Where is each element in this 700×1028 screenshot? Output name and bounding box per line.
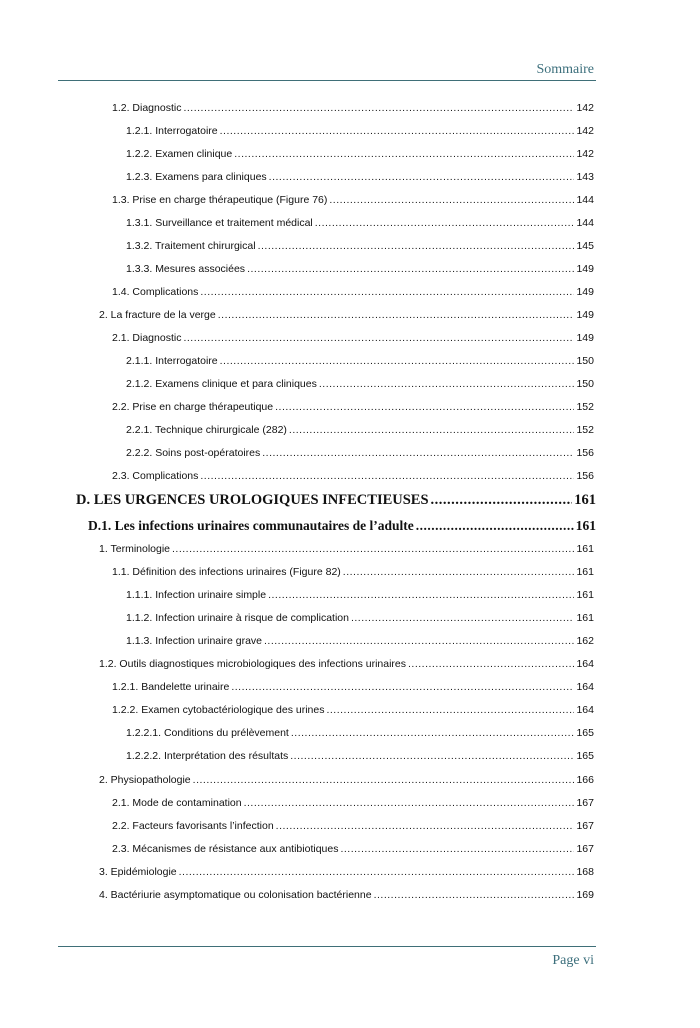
- toc-entry-page: 144: [576, 217, 594, 229]
- toc-leader-dots: [172, 542, 574, 556]
- toc-entry-page: 142: [576, 125, 594, 137]
- toc-entry-label: 1.3.3. Mesures associées: [126, 263, 246, 275]
- toc-leader-dots: [258, 239, 575, 253]
- toc-entry-page: 149: [576, 309, 594, 321]
- toc-leader-dots: [275, 400, 574, 414]
- toc-leader-dots: [244, 796, 575, 810]
- toc-leader-dots: [183, 331, 574, 345]
- toc-entry[interactable]: [112, 819, 594, 833]
- toc-leader-dots: [268, 588, 574, 602]
- toc-entry[interactable]: [112, 285, 594, 299]
- toc-entry-page: 152: [576, 424, 594, 436]
- toc-leader-dots: [264, 634, 574, 648]
- toc-entry-page: 162: [576, 635, 594, 647]
- toc-entry-label: 1.1.3. Infection urinaire grave: [126, 635, 262, 647]
- toc-entry[interactable]: [99, 865, 594, 879]
- toc-entry-label: 1.2.1. Bandelette urinaire: [112, 681, 230, 693]
- toc-entry-label: 1.2.2. Examen cytobactériologique des urines: [112, 704, 325, 716]
- toc-leader-dots: [431, 491, 573, 509]
- toc-leader-dots: [276, 819, 575, 833]
- toc-entry-label: 1.2.1. Interrogatoire: [126, 125, 218, 137]
- toc-entry-label: 1.3.2. Traitement chirurgical: [126, 240, 256, 252]
- footer-page-number: Page vi: [552, 953, 594, 968]
- toc-entry-label: D.1. Les infections urinaires communautaires de l’adulte: [88, 518, 414, 533]
- toc-leader-dots: [183, 101, 574, 115]
- toc-entry-label: 2.1.1. Interrogatoire: [126, 355, 218, 367]
- toc-leader-dots: [291, 726, 575, 740]
- toc-entry-label: 1.2.2.2. Interprétation des résultats: [126, 750, 289, 762]
- toc-leader-dots: [319, 377, 575, 391]
- toc-leader-dots: [343, 565, 575, 579]
- toc-entry-page: 149: [576, 332, 594, 344]
- toc-entry-label: 1.3.1. Surveillance et traitement médical: [126, 217, 313, 229]
- toc-entry[interactable]: [126, 216, 594, 230]
- toc-entry-label: D. LES URGENCES UROLOGIQUES INFECTIEUSES: [76, 492, 429, 508]
- toc-entry-label: 1. Terminologie: [99, 543, 171, 555]
- toc-entry-page: 149: [576, 263, 594, 275]
- toc-leader-dots: [340, 842, 574, 856]
- toc-entry-page: 165: [576, 750, 594, 762]
- toc-leader-dots: [231, 680, 574, 694]
- toc-entry[interactable]: [112, 400, 594, 414]
- toc-entry[interactable]: [126, 147, 594, 161]
- toc-entry[interactable]: [99, 308, 594, 322]
- toc-entry[interactable]: [126, 634, 594, 648]
- toc-entry-page: 145: [576, 240, 594, 252]
- toc-entry[interactable]: [126, 588, 594, 602]
- toc-entry[interactable]: [126, 262, 594, 276]
- toc-entry[interactable]: [126, 239, 594, 253]
- toc-entry-label: 1.2.2.1. Conditions du prélèvement: [126, 727, 289, 739]
- toc-entry[interactable]: [126, 170, 594, 184]
- toc-leader-dots: [234, 147, 574, 161]
- toc-entry-page: 161: [576, 566, 594, 578]
- toc-entry-label: 4. Bactériurie asymptomatique ou colonisation bactérienne: [99, 889, 372, 901]
- toc-entry-label: 1.1.2. Infection urinaire à risque de complication: [126, 612, 349, 624]
- toc-entry-page: 142: [576, 102, 594, 114]
- toc-entry[interactable]: [112, 193, 594, 207]
- toc-leader-dots: [351, 611, 575, 625]
- toc-entry[interactable]: [126, 354, 594, 368]
- toc-leader-dots: [218, 308, 575, 322]
- toc-leader-dots: [220, 124, 575, 138]
- toc-leader-dots: [408, 657, 574, 671]
- toc-entry-page: 144: [576, 194, 594, 206]
- toc-entry[interactable]: [126, 124, 594, 138]
- toc-entry[interactable]: [112, 842, 594, 856]
- toc-entry[interactable]: [126, 611, 594, 625]
- toc-leader-dots: [193, 773, 575, 787]
- toc-entry[interactable]: [99, 773, 594, 787]
- toc-leader-dots: [374, 888, 575, 902]
- toc-chapter-entry[interactable]: [76, 491, 596, 509]
- toc-entry[interactable]: [112, 796, 594, 810]
- toc-entry-page: 142: [576, 148, 594, 160]
- toc-entry-label: 2.3. Complications: [112, 470, 199, 482]
- toc-entry-label: 1.4. Complications: [112, 286, 199, 298]
- toc-entry-page: 156: [576, 447, 594, 459]
- toc-entry-page: 150: [576, 355, 594, 367]
- toc-leader-dots: [200, 469, 574, 483]
- toc-leader-dots: [200, 285, 574, 299]
- toc-entry-page: 165: [576, 727, 594, 739]
- toc-entry[interactable]: [112, 331, 594, 345]
- toc-entry[interactable]: [126, 423, 594, 437]
- toc-leader-dots: [220, 354, 575, 368]
- header-title: Sommaire: [536, 62, 594, 77]
- toc-section-entry[interactable]: [88, 517, 596, 534]
- toc-entry[interactable]: [112, 565, 594, 579]
- toc-entry-page: 149: [576, 286, 594, 298]
- toc-entry[interactable]: [112, 469, 594, 483]
- toc-entry-page: 167: [576, 843, 594, 855]
- toc-entry[interactable]: [126, 377, 594, 391]
- toc-entry[interactable]: [99, 657, 594, 671]
- toc-entry-label: 2.2.1. Technique chirurgicale (282): [126, 424, 287, 436]
- toc-entry-page: 166: [576, 774, 594, 786]
- toc-entry-label: 1.2.2. Examen clinique: [126, 148, 233, 160]
- toc-leader-dots: [416, 517, 574, 534]
- toc-entry-label: 2.2. Facteurs favorisants l’infection: [112, 820, 274, 832]
- toc-entry[interactable]: [99, 542, 594, 556]
- toc-leader-dots: [315, 216, 575, 230]
- page-header: [58, 58, 596, 81]
- toc-entry-page: 161: [574, 492, 596, 508]
- toc-entry-page: 164: [576, 658, 594, 670]
- toc-entry-label: 1.1. Définition des infections urinaires (Figure 82): [112, 566, 341, 578]
- toc-entry-page: 161: [575, 518, 596, 533]
- toc-entry[interactable]: [112, 703, 594, 717]
- toc-entry[interactable]: [126, 446, 594, 460]
- toc-entry-label: 1.2. Outils diagnostiques microbiologiques des infections urinaires: [99, 658, 407, 670]
- toc-entry-label: 2.1.2. Examens clinique et para cliniques: [126, 378, 317, 390]
- toc-entry-label: 1.2. Diagnostic: [112, 102, 182, 114]
- toc-entry[interactable]: [126, 749, 594, 763]
- toc-entry[interactable]: [99, 888, 594, 902]
- toc-entry-page: 150: [576, 378, 594, 390]
- toc-entry-page: 161: [576, 543, 594, 555]
- toc-entry-label: 2.1. Mode de contamination: [112, 797, 242, 809]
- toc-leader-dots: [269, 170, 575, 184]
- toc-entry-label: 2.1. Diagnostic: [112, 332, 182, 344]
- toc-entry-label: 2.2. Prise en charge thérapeutique: [112, 401, 274, 413]
- toc-entry-label: 2.3. Mécanismes de résistance aux antibiotiques: [112, 843, 339, 855]
- toc-entry-label: 2.2.2. Soins post-opératoires: [126, 447, 261, 459]
- toc-entry-page: 156: [576, 470, 594, 482]
- toc-entry-label: 1.3. Prise en charge thérapeutique (Figure 76): [112, 194, 328, 206]
- toc-entry-page: 167: [576, 820, 594, 832]
- toc-entry-page: 169: [576, 889, 594, 901]
- toc-leader-dots: [289, 423, 575, 437]
- toc-entry-page: 164: [576, 704, 594, 716]
- toc-entry[interactable]: [112, 101, 594, 115]
- toc-entry[interactable]: [126, 726, 594, 740]
- toc-entry-label: 2. Physiopathologie: [99, 774, 191, 786]
- toc-leader-dots: [290, 749, 574, 763]
- toc-entry-label: 3. Epidémiologie: [99, 866, 177, 878]
- toc-entry-label: 2. La fracture de la verge: [99, 309, 216, 321]
- toc-entry[interactable]: [112, 680, 594, 694]
- toc-entry-page: 152: [576, 401, 594, 413]
- toc-entry-label: 1.2.3. Examens para cliniques: [126, 171, 267, 183]
- toc-entry-page: 164: [576, 681, 594, 693]
- toc-entry-page: 167: [576, 797, 594, 809]
- toc-entry-page: 168: [576, 866, 594, 878]
- toc-entry-page: 161: [576, 589, 594, 601]
- toc-entry-label: 1.1.1. Infection urinaire simple: [126, 589, 267, 601]
- toc-leader-dots: [179, 865, 575, 879]
- toc-leader-dots: [262, 446, 574, 460]
- toc-leader-dots: [247, 262, 574, 276]
- toc-entry-page: 143: [576, 171, 594, 183]
- page-footer: [58, 946, 596, 968]
- toc-leader-dots: [329, 193, 574, 207]
- toc-leader-dots: [326, 703, 574, 717]
- toc-entry-page: 161: [576, 612, 594, 624]
